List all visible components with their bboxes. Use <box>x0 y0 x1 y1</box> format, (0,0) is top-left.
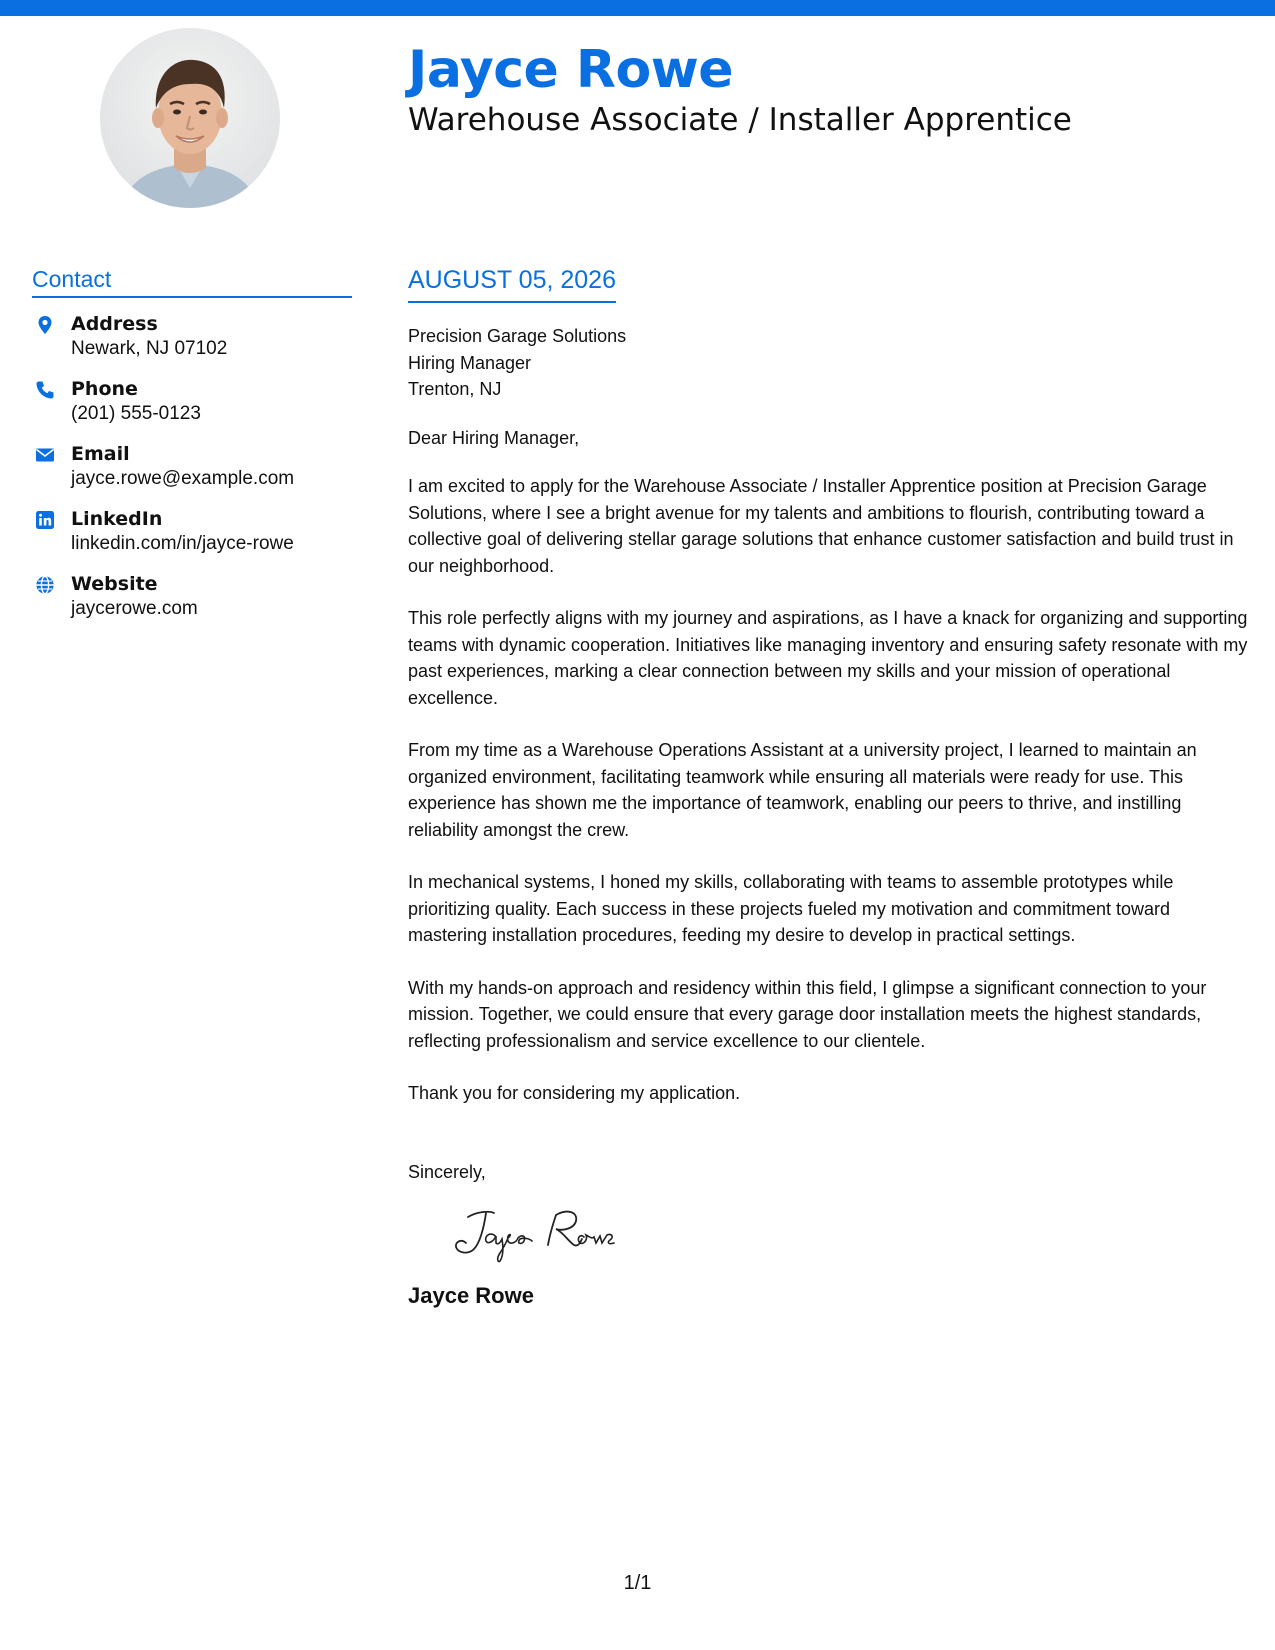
address-value: Newark, NJ 07102 <box>71 338 228 359</box>
letter-body <box>408 266 1248 1309</box>
website-link[interactable]: jaycerowe.com <box>71 598 198 619</box>
handwritten-signature <box>450 1203 1248 1267</box>
paragraph-6: Thank you for considering my application. <box>408 1083 741 1103</box>
map-pin-icon <box>35 315 55 335</box>
contact-label: Address <box>71 313 158 335</box>
salutation: Dear Hiring Manager, <box>408 427 580 448</box>
envelope-icon <box>35 445 55 465</box>
signer-name: Jayce Rowe <box>408 1283 534 1308</box>
globe-icon <box>35 575 55 595</box>
phone-value: (201) 555-0123 <box>71 403 201 424</box>
linkedin-icon <box>35 510 55 530</box>
recipient-company: Precision Garage Solutions <box>408 326 627 346</box>
paragraph-1: I am excited to apply for the Warehouse Associate / Installer Apprentice position at Precision Garage Solutions, where I see a bright avenue for my talents and ambitions to flourish, contributing toward a collective goal of delivering stellar garage solutions that enhance customer satisfaction and build trust in our neighborhood. <box>408 476 1234 576</box>
contact-sidebar <box>32 266 352 637</box>
contact-item-phone <box>32 377 352 426</box>
contact-item-linkedin <box>32 507 352 556</box>
contact-item-address <box>32 312 352 361</box>
letter-date: AUGUST 05, 2026 <box>408 266 616 303</box>
paragraph-2: This role perfectly aligns with my journey and aspirations, as I have a knack for organizing and supporting teams with dynamic cooperation. Initiatives like managing inventory and ensuring safety resonate with my past experiences, marking a clear connection between my skills and your mission of operational excellence. <box>408 608 1248 708</box>
recipient-block <box>408 323 1248 403</box>
contact-item-email <box>32 442 352 491</box>
contact-label: Email <box>71 443 130 465</box>
linkedin-link[interactable]: linkedin.com/in/jayce-rowe <box>71 533 294 554</box>
job-title: Warehouse Associate / Installer Apprentice <box>408 102 1072 138</box>
phone-icon <box>35 380 55 400</box>
applicant-name: Jayce Rowe <box>408 40 734 100</box>
recipient-location: Trenton, NJ <box>408 379 502 399</box>
contact-item-website <box>32 572 352 621</box>
contact-heading: Contact <box>32 266 352 298</box>
contact-label: Phone <box>71 378 138 400</box>
contact-label: Website <box>71 573 158 595</box>
contact-label: LinkedIn <box>71 508 163 530</box>
paragraph-3: From my time as a Warehouse Operations Assistant at a university project, I learned to maintain an organized environment, facilitating teamwork while ensuring all materials were ready for use. This experience has shown me the importance of teamwork, enabling our peers to thrive, and instilling reliability amongst the crew. <box>408 740 1197 840</box>
top-accent-bar <box>0 0 1275 16</box>
closing: Sincerely, <box>408 1161 486 1182</box>
recipient-role: Hiring Manager <box>408 352 532 373</box>
profile-photo <box>100 28 280 208</box>
email-link[interactable]: jayce.rowe@example.com <box>71 468 295 489</box>
paragraph-4: In mechanical systems, I honed my skills, collaborating with teams to assemble prototypes while prioritizing quality. Each success in these projects fueled my motivation and commitment toward mastering installation procedures, feeding my desire to develop in practical settings. <box>408 872 1174 945</box>
page-number: 1/1 <box>623 1572 652 1594</box>
paragraph-5: With my hands-on approach and residency within this field, I glimpse a significant connection to your mission. Together, we could ensure that every garage door installation meets the highest standards, reflecting professionalism and service excellence to our clientele. <box>408 977 1207 1051</box>
